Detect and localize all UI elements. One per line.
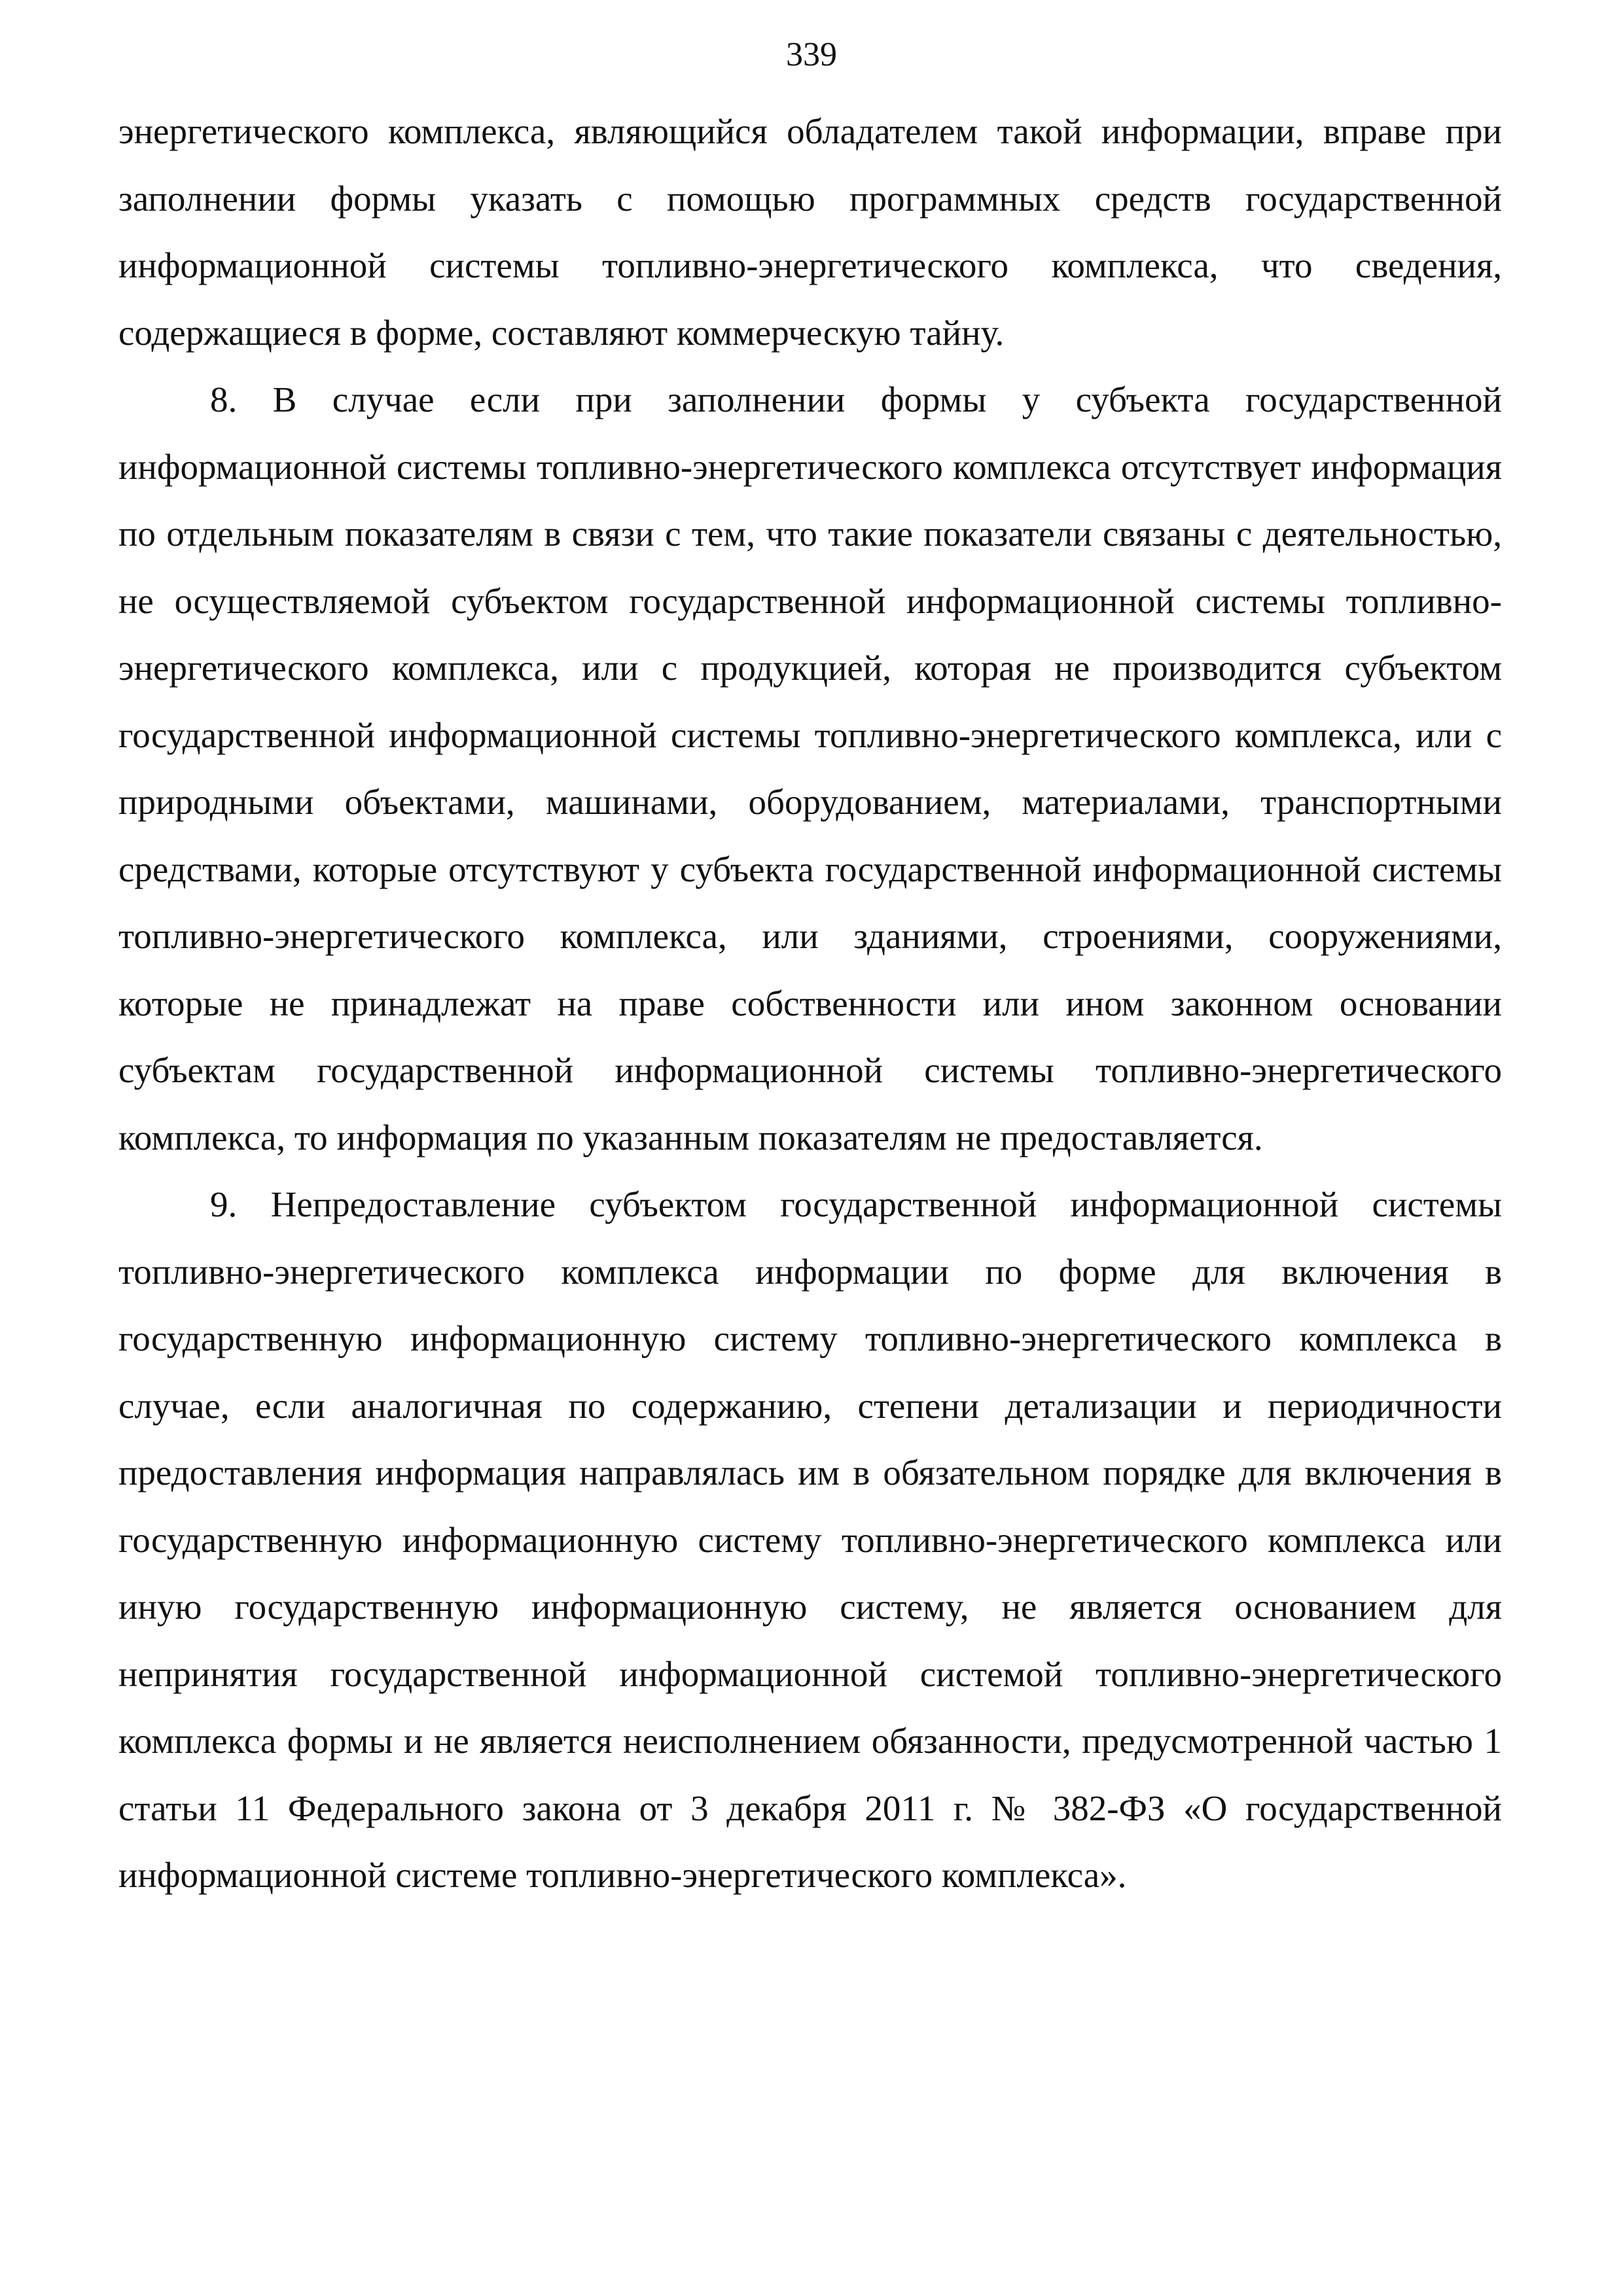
- document-body: [118, 98, 1502, 1909]
- paragraph-item-8: 8. В случае если при заполнении формы у субъекта государственной информационной системы топливно-энергетического комплекса отсутствует информация по отдельным показателям в связи с тем, что такие показатели связаны с деятельностью, не осуществляемой субъектом государственной информационной системы топливно-энергетического комплекса, или с продукцией, которая не производится субъектом государственной информационной системы топливно-энергетического комплекса, или с природными объектами, машинами, оборудованием, материалами, транспортными средствами, которые отсутствуют у субъекта государственной информационной системы топливно-энергетического комплекса, или зданиями, строениями, сооружениями, которые не принадлежат на праве собственности или ином законном основании субъектам государственной информационной системы топливно-энергетического комплекса, то информация по указанным показателям не предоставляется.: [118, 380, 1502, 1157]
- page-number: 339: [786, 36, 837, 73]
- paragraph-continuation: энергетического комплекса, являющийся обладателем такой информации, вправе при заполнении формы указать с помощью программных средств государственной информационной системы топливно-энергетического комплекса, что сведения, содержащиеся в форме, составляют коммерческую тайну.: [118, 111, 1502, 353]
- paragraph-item-9: 9. Непредоставление субъектом государственной информационной системы топливно-энергетического комплекса информации по форме для включения в государственную информационную систему топливно-энергетического комплекса в случае, если аналогичная по содержанию, степени детализации и периодичности предоставления информация направлялась им в обязательном порядке для включения в государственную информационную систему топливно-энергетического комплекса или иную государственную информационную систему, не является основанием для непринятия государственной информационной системой топливно-энергетического комплекса формы и не является неисполнением обязанности, предусмотренной частью 1 статьи 11 Федерального закона от 3 декабря 2011 г. № 382-ФЗ «О государственной информационной системе топливно-энергетического комплекса».: [118, 1184, 1502, 1895]
